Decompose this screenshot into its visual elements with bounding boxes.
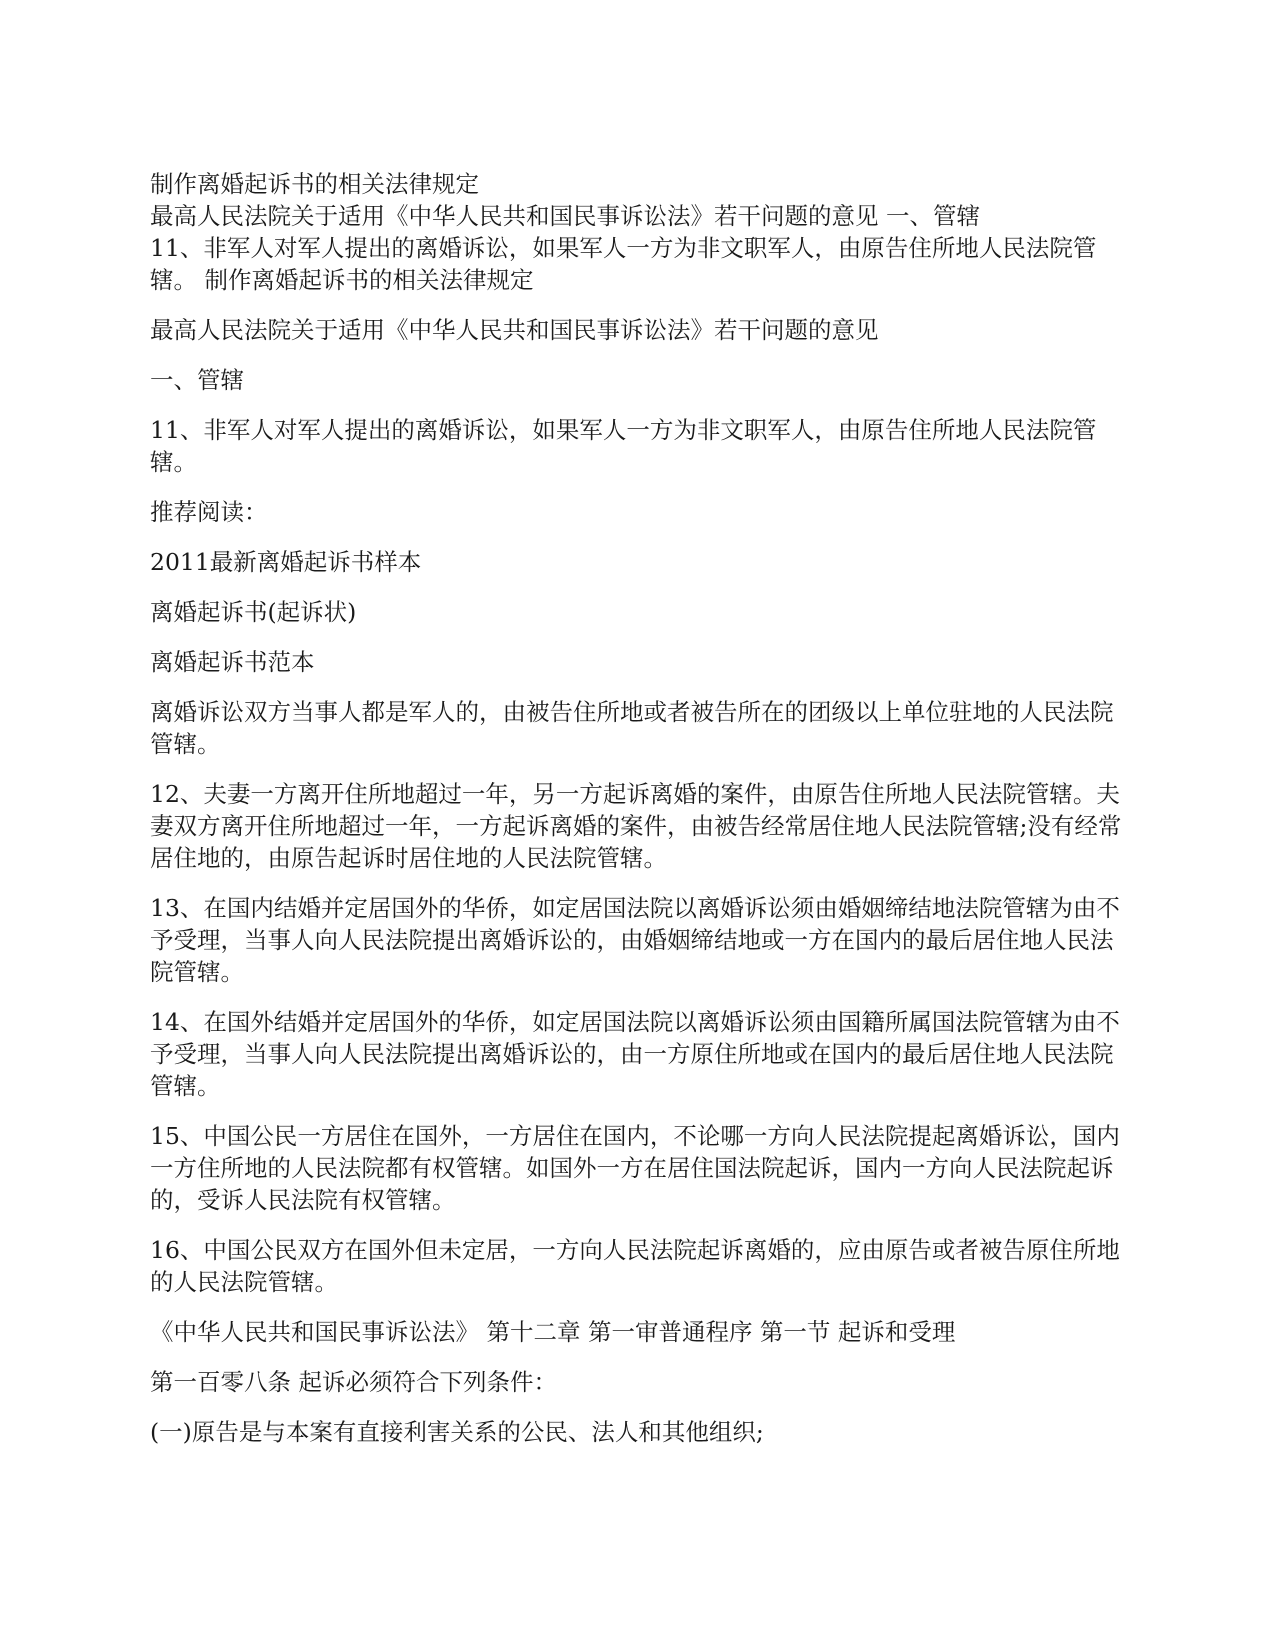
paragraph: 14、在国外结婚并定居国外的华侨，如定居国法院以离婚诉讼须由国籍所属国法院管辖为由不予受理，当事人向人民法院提出离婚诉讼的，由一方原住所地或在国内的最后居住地人民法院管辖。 xyxy=(150,1008,1120,1100)
paragraph: 16、中国公民双方在国外但未定居，一方向人民法院起诉离婚的，应由原告或者被告原住所地的人民法院管辖。 xyxy=(150,1236,1120,1296)
document-title: 制作离婚起诉书的相关法律规定 xyxy=(150,170,479,198)
paragraph: 第一百零八条 起诉必须符合下列条件： xyxy=(150,1368,557,1396)
paragraph: 一、管辖 xyxy=(150,366,244,394)
document-page xyxy=(150,168,1130,1466)
paragraph: 离婚起诉书范本 xyxy=(150,648,315,676)
paragraph: 推荐阅读： xyxy=(150,498,268,526)
paragraph: 离婚起诉书(起诉状) xyxy=(150,598,357,626)
paragraph: 12、夫妻一方离开住所地超过一年，另一方起诉离婚的案件，由原告住所地人民法院管辖。夫妻双方离开住所地超过一年，一方起诉离婚的案件，由被告经常居住地人民法院管辖;没有经常居住地的，由原告起诉时居住地的人民法院管辖。 xyxy=(150,780,1122,872)
paragraph: 《中华人民共和国民事诉讼法》 第十二章 第一审普通程序 第一节 起诉和受理 xyxy=(150,1318,956,1346)
intro-line: 最高人民法院关于适用《中华人民共和国民事诉讼法》若干问题的意见 一、管辖 xyxy=(150,202,980,230)
intro-line: 11、非军人对军人提出的离婚诉讼，如果军人一方为非文职军人，由原告住所地人民法院管辖。 制作离婚起诉书的相关法律规定 xyxy=(150,234,1097,294)
paragraph: 15、中国公民一方居住在国外，一方居住在国内，不论哪一方向人民法院提起离婚诉讼，国内一方住所地的人民法院都有权管辖。如国外一方在居住国法院起诉，国内一方向人民法院起诉的，受诉人民法院有权管辖。 xyxy=(150,1122,1120,1214)
paragraph: 离婚诉讼双方当事人都是军人的，由被告住所地或者被告所在的团级以上单位驻地的人民法院管辖。 xyxy=(150,698,1114,758)
paragraph: (一)原告是与本案有直接利害关系的公民、法人和其他组织; xyxy=(150,1418,764,1446)
paragraph: 13、在国内结婚并定居国外的华侨，如定居国法院以离婚诉讼须由婚姻缔结地法院管辖为由不予受理，当事人向人民法院提出离婚诉讼的，由婚姻缔结地或一方在国内的最后居住地人民法院管辖。 xyxy=(150,894,1120,986)
paragraph: 2011最新离婚起诉书样本 xyxy=(150,548,422,576)
paragraph: 最高人民法院关于适用《中华人民共和国民事诉讼法》若干问题的意见 xyxy=(150,316,879,344)
paragraph: 11、非军人对军人提出的离婚诉讼，如果军人一方为非文职军人，由原告住所地人民法院管辖。 xyxy=(150,416,1097,476)
document-intro xyxy=(150,168,1130,296)
document-body xyxy=(150,314,1130,1448)
